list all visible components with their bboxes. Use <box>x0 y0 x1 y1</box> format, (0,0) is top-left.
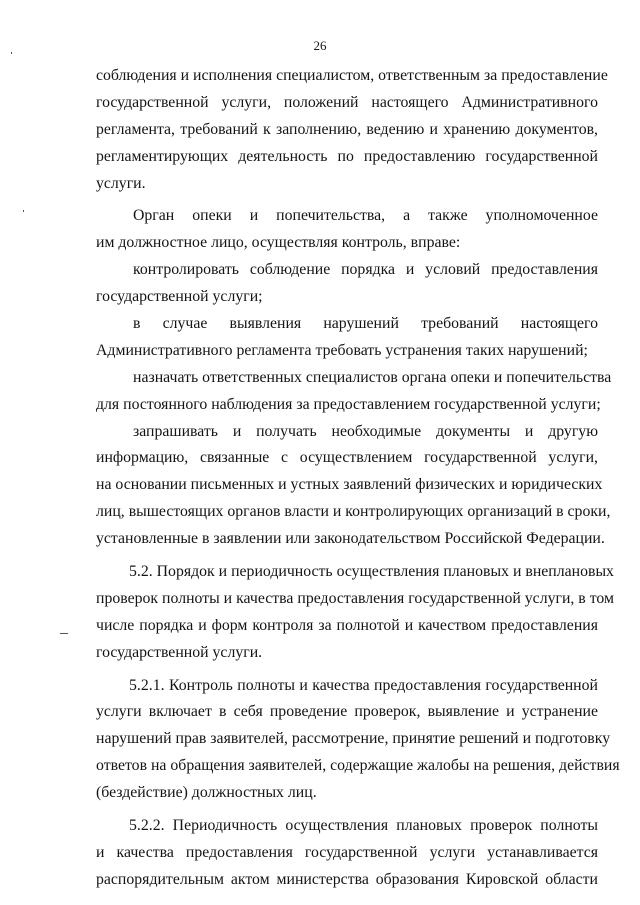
paragraph <box>96 257 598 311</box>
text-line: числе порядка и форм контроля за полнотой и качеством предоставления <box>96 616 598 634</box>
text-line: контролировать соблюдение порядка и условий предоставления <box>133 261 598 279</box>
text-line: ответов на обращения заявителей, содержащие жалобы на решения, действия <box>96 757 620 775</box>
text-line: 5.2.1. Контроль полноты и качества предоставления государственной <box>129 676 598 694</box>
text-line: для постоянного наблюдения за предоставлением государственной услуги; <box>96 395 601 413</box>
paragraph <box>96 203 598 257</box>
text-line: государственной услуги, положений настоящего Административного <box>96 93 598 111</box>
text-line: услуги. <box>96 174 146 192</box>
text-line: государственной услуги. <box>96 643 263 661</box>
page-number: 26 <box>313 38 327 53</box>
scan-mark <box>11 52 12 54</box>
text-line: регламентирующих деятельность по предоставлению государственной <box>96 147 598 165</box>
text-line: 5.2.2. Периодичность осуществления плановых проверок полноты <box>129 817 598 835</box>
text-line: соблюдения и исполнения специалистом, ответственным за предоставление <box>96 67 608 84</box>
paragraph <box>96 63 608 197</box>
text-line: регламента, требований к заполнению, ведению и хранению документов, <box>96 120 598 138</box>
paragraph <box>96 813 598 894</box>
text-line: Административного регламента требовать устранения таких нарушений; <box>96 341 588 359</box>
text-line: проверок полноты и качества предоставления государственной услуги, в том <box>96 589 615 607</box>
text-line: (бездействие) должностных лиц. <box>96 784 317 802</box>
text-line: услуги включает в себя проведение проверок, выявление и устранение <box>96 703 598 721</box>
paragraph <box>96 673 620 807</box>
scan-mark <box>60 633 68 634</box>
text-line: нарушений прав заявителей, рассмотрение, принятие решений и подготовку <box>96 730 611 748</box>
text-line: на основании письменных и устных заявлений физических и юридических <box>96 476 603 494</box>
paragraph <box>96 311 598 365</box>
text-line: им должностное лицо, осуществляя контроль, вправе: <box>96 234 461 252</box>
text-line: и качества предоставления государственной услуги устанавливается <box>96 843 598 861</box>
text-line: в случае выявления нарушений требований настоящего <box>133 315 598 333</box>
text-line: назначать ответственных специалистов органа опеки и попечительства <box>133 368 612 386</box>
text-line: запрашивать и получать необходимые документы и другую <box>133 422 598 440</box>
text-line: установленные в заявлении или законодательством Российской Федерации. <box>96 530 605 548</box>
text-line: лиц, вышестоящих органов власти и контролирующих организаций в сроки, <box>96 503 611 521</box>
paragraph <box>96 419 611 553</box>
paragraph <box>96 365 612 419</box>
text-line: 5.2. Порядок и периодичность осуществления плановых и внеплановых <box>129 563 614 581</box>
paragraph <box>96 559 615 667</box>
text-line: распорядительным актом министерства образования Кировской области <box>96 870 598 888</box>
scan-mark <box>23 210 24 212</box>
document-body <box>96 63 620 894</box>
text-line: Орган опеки и попечительства, а также уполномоченное <box>133 207 598 225</box>
text-line: государственной услуги; <box>96 288 263 306</box>
text-line: информацию, связанные с осуществлением государственной услуги, <box>96 449 598 467</box>
